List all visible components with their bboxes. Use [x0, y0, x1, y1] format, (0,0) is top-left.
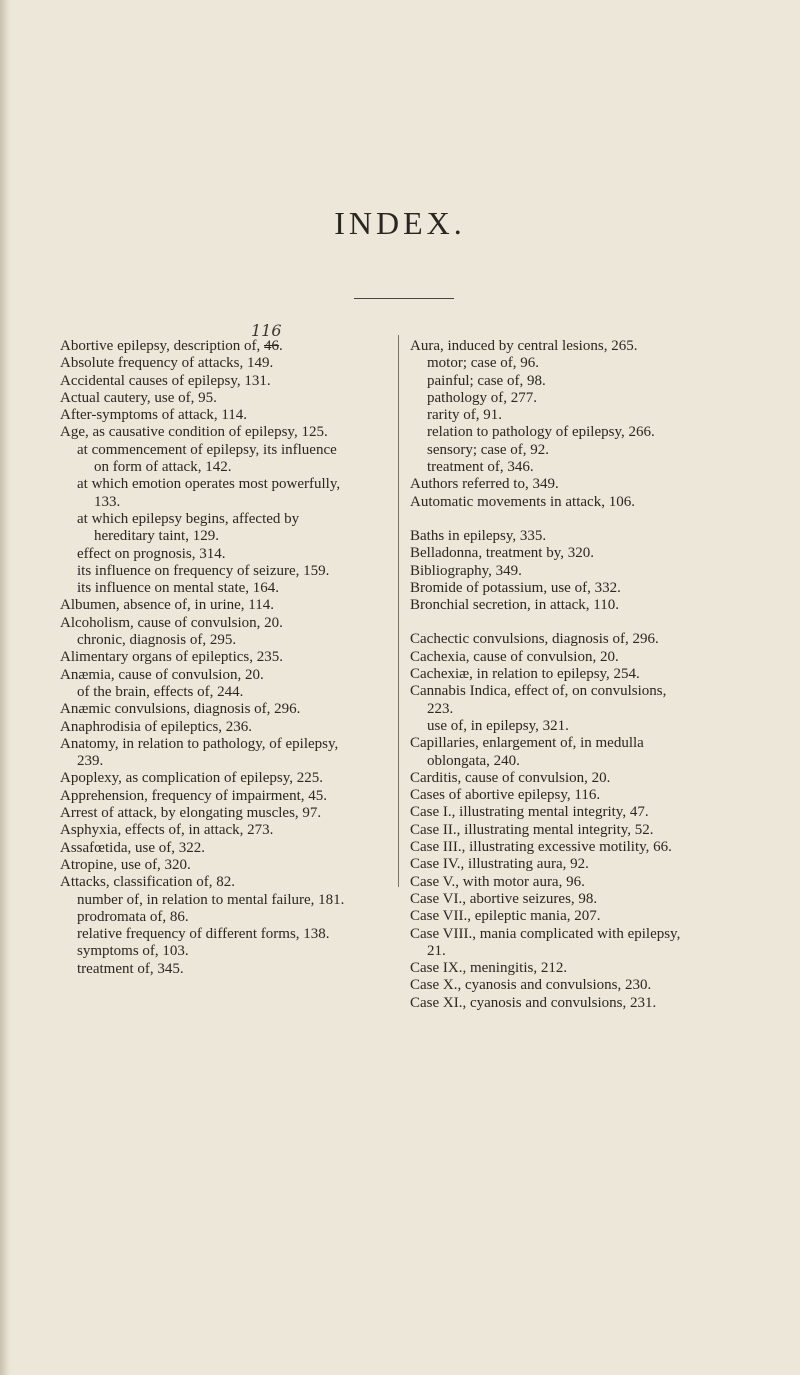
index-subentry — [60, 442, 345, 477]
index-entry — [410, 926, 695, 961]
index-entry — [410, 494, 695, 511]
entry-text: Bibliography, 349. — [410, 562, 522, 579]
index-subentry — [410, 718, 695, 735]
letter-gap — [410, 511, 695, 528]
index-entry — [60, 805, 345, 822]
entry-text: Cachectic convulsions, diagnosis of, 296. — [410, 631, 659, 648]
index-entry — [60, 373, 345, 390]
entry-text: Apprehension, frequency of impairment, 45. — [60, 787, 328, 804]
index-entry — [410, 476, 695, 493]
entry-text: Cases of abortive epilepsy, 116. — [410, 787, 601, 804]
entry-text: rarity of, 91. — [427, 407, 502, 424]
index-entry — [410, 597, 695, 614]
index-entry — [410, 891, 695, 908]
index-entry — [410, 338, 695, 355]
entry-text: Asphyxia, effects of, in attack, 273. — [60, 822, 274, 839]
index-subentry — [60, 926, 345, 943]
entry-text: chronic, diagnosis of, 295. — [77, 632, 237, 649]
index-entry — [410, 960, 695, 977]
entry-text: Cachexiæ, in relation to epilepsy, 254. — [410, 666, 640, 683]
entry-text: Case VI., abortive seizures, 98. — [410, 890, 598, 907]
title-rule — [354, 298, 454, 299]
index-subentry — [60, 961, 345, 978]
entry-text: symptoms of, 103. — [77, 943, 189, 960]
index-entry — [410, 804, 695, 821]
index-entry — [60, 701, 345, 718]
entry-text: Case IX., meningitis, 212. — [410, 960, 568, 977]
entry-text: motor; case of, 96. — [427, 355, 540, 372]
entry-text: treatment of, 345. — [77, 960, 184, 977]
entry-text: relation to pathology of epilepsy, 266. — [427, 424, 655, 441]
struck-page-number: 46 — [263, 338, 279, 354]
index-subentry — [60, 684, 345, 701]
index-entry — [410, 856, 695, 873]
index-subentry — [410, 355, 695, 372]
entry-text: After-symptoms of attack, 114. — [60, 407, 248, 424]
index-subentry — [60, 943, 345, 960]
entry-text: Anatomy, in relation to pathology, of epilepsy, 239. — [60, 735, 339, 770]
index-entry — [410, 822, 695, 839]
index-subentry — [60, 476, 345, 511]
index-entry — [60, 840, 345, 857]
entry-text: pathology of, 277. — [427, 389, 537, 406]
index-entry — [410, 787, 695, 804]
index-entry — [60, 615, 345, 632]
index-entry — [60, 822, 345, 839]
index-entry — [60, 390, 345, 407]
letter-gap — [410, 614, 695, 631]
entry-text: Carditis, cause of convulsion, 20. — [410, 769, 611, 786]
entry-text: Assafœtida, use of, 322. — [60, 839, 205, 856]
index-subentry — [410, 442, 695, 459]
column-divider — [398, 335, 399, 887]
entry-text: Case VIII., mania complicated with epilepsy, 21. — [410, 925, 681, 959]
entry-text: Albumen, absence of, in urine, 114. — [60, 597, 274, 614]
entry-text: Automatic movements in attack, 106. — [410, 493, 635, 510]
index-entry — [410, 995, 695, 1012]
entry-text: Cachexia, cause of convulsion, 20. — [410, 648, 619, 665]
entry-text: Age, as causative condition of epilepsy, 125. — [60, 424, 328, 441]
index-subentry — [60, 563, 345, 580]
entry-text: Anæmia, cause of convulsion, 20. — [60, 666, 264, 683]
entry-text: Atropine, use of, 320. — [60, 856, 191, 873]
entry-text: of the brain, effects of, 244. — [77, 683, 244, 700]
index-entry — [410, 874, 695, 891]
right-column — [410, 338, 695, 1012]
index-subentry — [410, 424, 695, 441]
index-entry — [60, 597, 345, 614]
entry-text: Anaphrodisia of epileptics, 236. — [60, 718, 253, 735]
entry-text: Apoplexy, as complication of epilepsy, 225. — [60, 770, 323, 787]
entry-text: Cannabis Indica, effect of, on convulsions, 223. — [410, 683, 667, 717]
index-subentry — [60, 632, 345, 649]
index-subentry — [410, 459, 695, 476]
entry-text: Actual cautery, use of, 95. — [60, 389, 217, 406]
entry-text: Case IV., illustrating aura, 92. — [410, 856, 589, 873]
entry-text: painful; case of, 98. — [427, 372, 546, 389]
entry-text: Case I., illustrating mental integrity, 47. — [410, 804, 649, 821]
index-entry — [60, 667, 345, 684]
index-subentry — [60, 546, 345, 563]
entry-text: Case II., illustrating mental integrity, 52. — [410, 821, 654, 838]
entry-text: Aura, induced by central lesions, 265. — [410, 338, 638, 354]
entry-text: its influence on mental state, 164. — [77, 580, 280, 597]
entry-text: Accidental causes of epilepsy, 131. — [60, 372, 271, 389]
entry-text: sensory; case of, 92. — [427, 441, 550, 458]
index-entry — [60, 736, 345, 771]
index-entry — [410, 563, 695, 580]
index-entry — [410, 545, 695, 562]
index-entry — [410, 839, 695, 856]
entry-text: Case XI., cyanosis and convulsions, 231. — [410, 994, 657, 1011]
index-subentry — [60, 511, 345, 546]
index-entry — [60, 874, 345, 891]
page-title: INDEX. — [334, 205, 466, 241]
entry-text: Case X., cyanosis and convulsions, 230. — [410, 977, 652, 994]
entry-text: Attacks, classification of, 82. — [60, 874, 235, 891]
index-entry — [410, 649, 695, 666]
index-entry — [60, 424, 345, 441]
index-entry — [60, 355, 345, 372]
entry-text: Bromide of potassium, use of, 332. — [410, 579, 621, 596]
index-entry — [60, 770, 345, 787]
index-entry — [410, 735, 695, 770]
index-subentry — [410, 390, 695, 407]
entry-text: Authors referred to, 349. — [410, 476, 559, 493]
index-entry — [60, 857, 345, 874]
entry-text: Case III., illustrating excessive motility, 66. — [410, 839, 672, 856]
index-entry — [410, 580, 695, 597]
entry-text: treatment of, 346. — [427, 459, 534, 476]
entry-text: use of, in epilepsy, 321. — [427, 717, 569, 734]
entry-text: Alcoholism, cause of convulsion, 20. — [60, 614, 283, 631]
entry-text: at commencement of epilepsy, its influence on form of attack, 142. — [77, 441, 337, 476]
entry-text: at which emotion operates most powerfully, 133. — [77, 476, 341, 510]
index-entry — [410, 683, 695, 718]
index-subentry — [60, 909, 345, 926]
index-subentry — [410, 373, 695, 390]
entry-text: Absolute frequency of attacks, 149. — [60, 355, 274, 372]
index-entry — [410, 528, 695, 545]
index-entry — [410, 977, 695, 994]
entry-text: Case VII., epileptic mania, 207. — [410, 908, 601, 925]
entry-text: its influence on frequency of seizure, 159. — [77, 562, 330, 579]
entry-text: prodromata of, 86. — [77, 908, 189, 925]
entry-text: Bronchial secretion, in attack, 110. — [410, 597, 619, 614]
index-subentry — [60, 892, 345, 909]
entry-text: effect on prognosis, 314. — [77, 545, 226, 562]
index-entry — [60, 407, 345, 424]
entry-text: Baths in epilepsy, 335. — [410, 527, 547, 544]
index-entry — [60, 649, 345, 666]
entry-text: Arrest of attack, by elongating muscles, 97. — [60, 805, 322, 822]
index-entry — [410, 770, 695, 787]
index-subentry — [60, 580, 345, 597]
entry-text: Alimentary organs of epileptics, 235. — [60, 649, 284, 666]
entry-text: at which epilepsy begins, affected by hereditary taint, 129. — [77, 510, 300, 545]
entry-text: Anæmic convulsions, diagnosis of, 296. — [60, 701, 301, 718]
index-entry — [410, 631, 695, 648]
entry-text: relative frequency of different forms, 138. — [77, 926, 330, 943]
entry-text: Belladonna, treatment by, 320. — [410, 545, 594, 562]
index-entry: Abortive epilepsy, description of, 46. — [60, 338, 283, 354]
index-entry — [60, 788, 345, 805]
left-column — [60, 338, 345, 978]
entry-text: Case V., with motor aura, 96. — [410, 873, 585, 890]
entry-text: Capillaries, enlargement of, in medulla oblongata, 240. — [410, 735, 644, 769]
entry-text: number of, in relation to mental failure, 181. — [77, 891, 345, 908]
index-entry — [410, 908, 695, 925]
handwritten-annotation: 116 — [251, 321, 282, 340]
entry-text: Abortive epilepsy, description of, — [60, 338, 264, 354]
index-entry — [60, 719, 345, 736]
index-subentry — [410, 407, 695, 424]
index-entry — [410, 666, 695, 683]
